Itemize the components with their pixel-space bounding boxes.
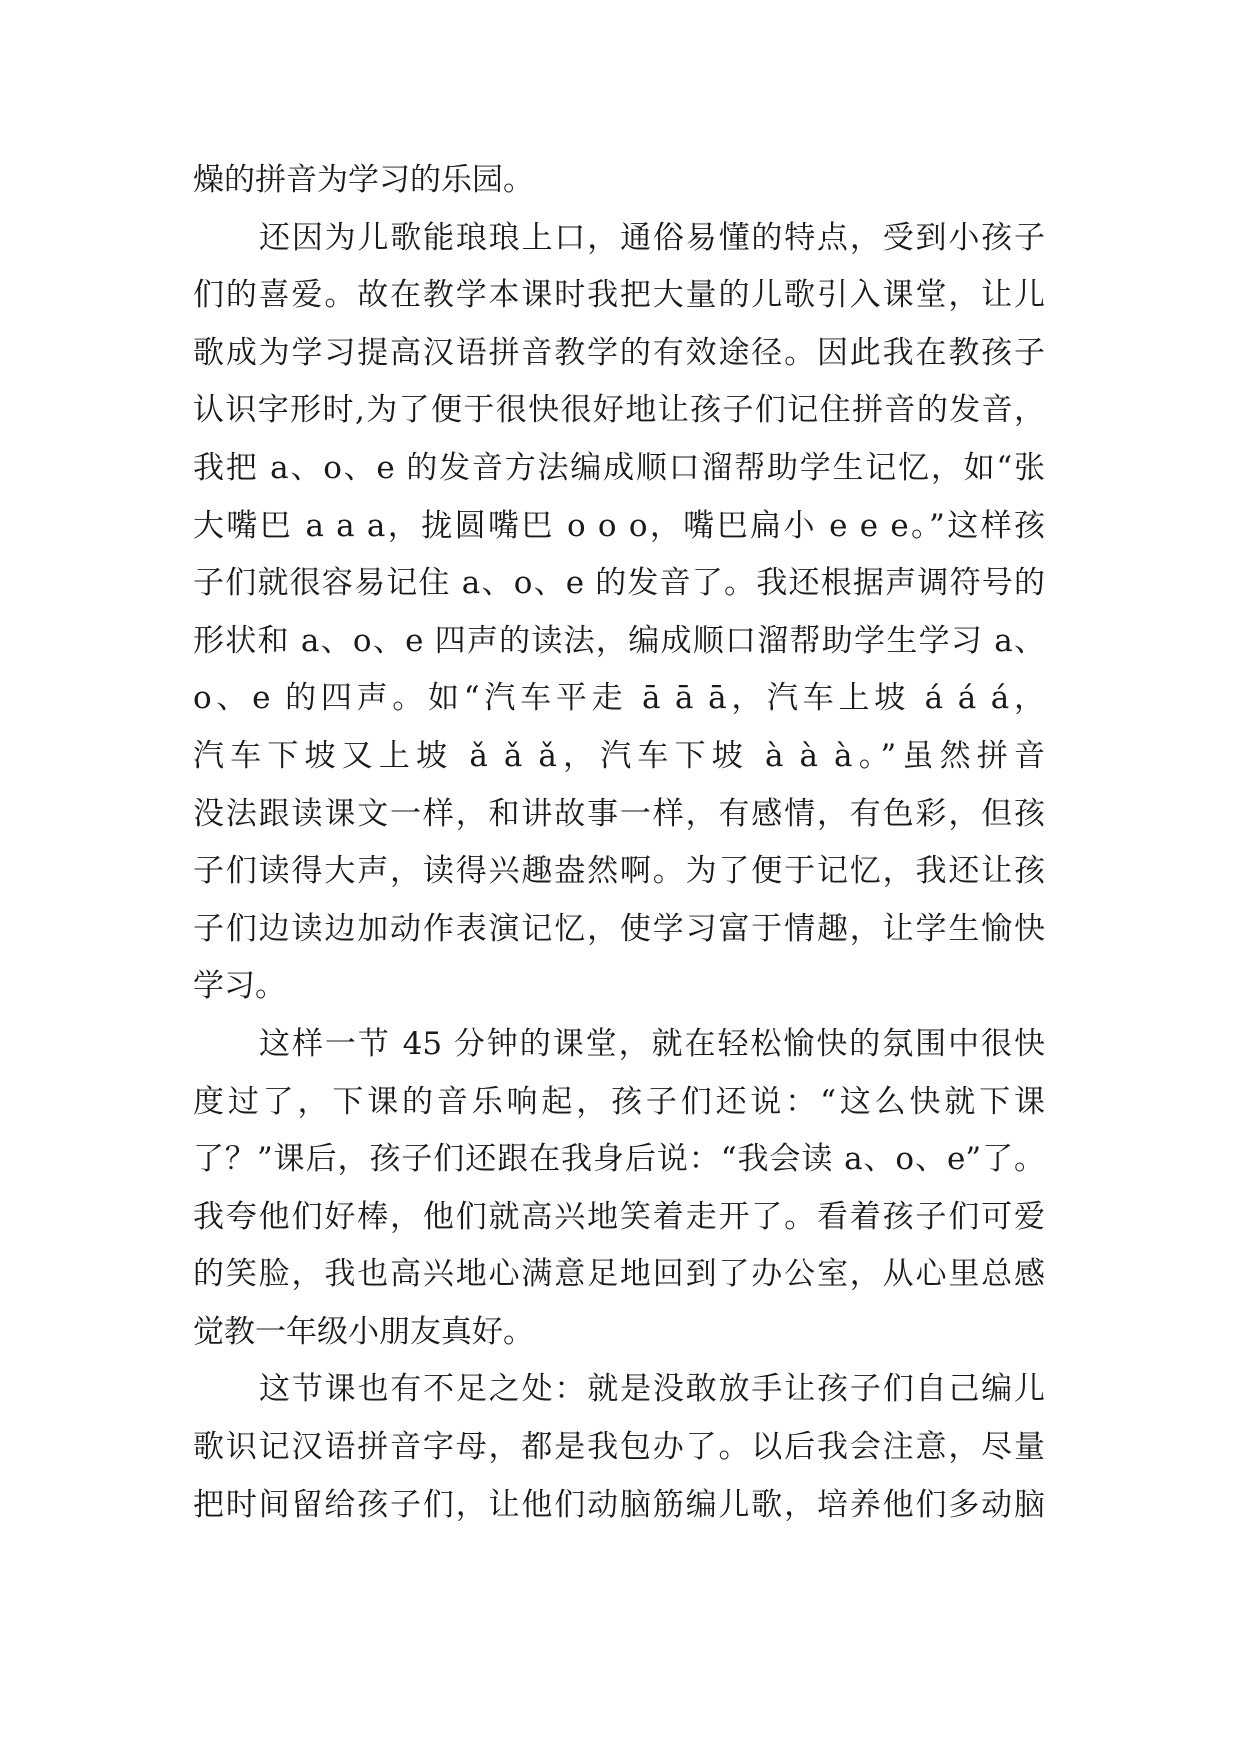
text-line: 把时间留给孩子们，让他们动脑筋编儿歌，培养他们多动脑 <box>193 1486 1045 1523</box>
text-line: 这样一节 45 分钟的课堂，就在轻松愉快的氛围中很快 <box>259 1025 1045 1062</box>
text-line: 子们就很容易记住 a、o、e 的发音了。我还根据声调符号的 <box>193 565 1045 602</box>
text-line: 还因为儿歌能琅琅上口，通俗易懂的特点，受到小孩子 <box>259 219 1045 256</box>
text-line: 我把 a、o、e 的发音方法编成顺口溜帮助学生记忆，如“张 <box>193 449 1045 486</box>
text-line: 歌识记汉语拼音字母，都是我包办了。以后我会注意，尽量 <box>193 1429 1045 1466</box>
text-line: 没法跟读课文一样，和讲故事一样，有感情，有色彩，但孩 <box>193 795 1045 832</box>
text-line: 燥的拼音为学习的乐园。 <box>193 162 534 198</box>
text-line: 形状和 a、o、e 四声的读法，编成顺口溜帮助学生学习 a、 <box>193 622 1045 659</box>
text-line: o、e 的四声。如“汽车平走 ā ā ā，汽车上坡 á á á， <box>193 680 1045 717</box>
text-line: 这节课也有不足之处：就是没敢放手让孩子们自己编儿 <box>259 1371 1045 1408</box>
text-line: 我夸他们好棒，他们就高兴地笑着走开了。看着孩子们可爱 <box>193 1198 1045 1235</box>
text-line: 度过了，下课的音乐响起，孩子们还说：“这么快就下课 <box>193 1083 1045 1120</box>
text-line: 觉教一年级小朋友真好。 <box>193 1313 534 1350</box>
text-line: 学习。 <box>193 968 286 1005</box>
text-line: 汽车下坡又上坡 ǎ ǎ ǎ，汽车下坡 à à à。”虽然拼音 <box>193 737 1045 774</box>
text-line: 认识字形时,为了便于很快很好地让孩子们记住拼音的发音， <box>193 392 1045 429</box>
text-line: 的笑脸，我也高兴地心满意足地回到了办公室，从心里总感 <box>193 1256 1045 1293</box>
text-line: 子们读得大声，读得兴趣盎然啊。为了便于记忆，我还让孩 <box>193 853 1045 890</box>
text-line: 子们边读边加动作表演记忆，使学习富于情趣，让学生愉快 <box>193 910 1045 947</box>
body-text <box>193 152 1045 1534</box>
text-line: 了？”课后，孩子们还跟在我身后说：“我会读 a、o、e”了。 <box>193 1141 1045 1178</box>
text-line: 大嘴巴 a a a，拢圆嘴巴 o o o，嘴巴扁小 e e e。”这样孩 <box>193 507 1045 544</box>
text-line: 歌成为学习提高汉语拼音教学的有效途径。因此我在教孩子 <box>193 334 1045 371</box>
text-line: 们的喜爱。故在教学本课时我把大量的儿歌引入课堂，让儿 <box>193 277 1045 314</box>
